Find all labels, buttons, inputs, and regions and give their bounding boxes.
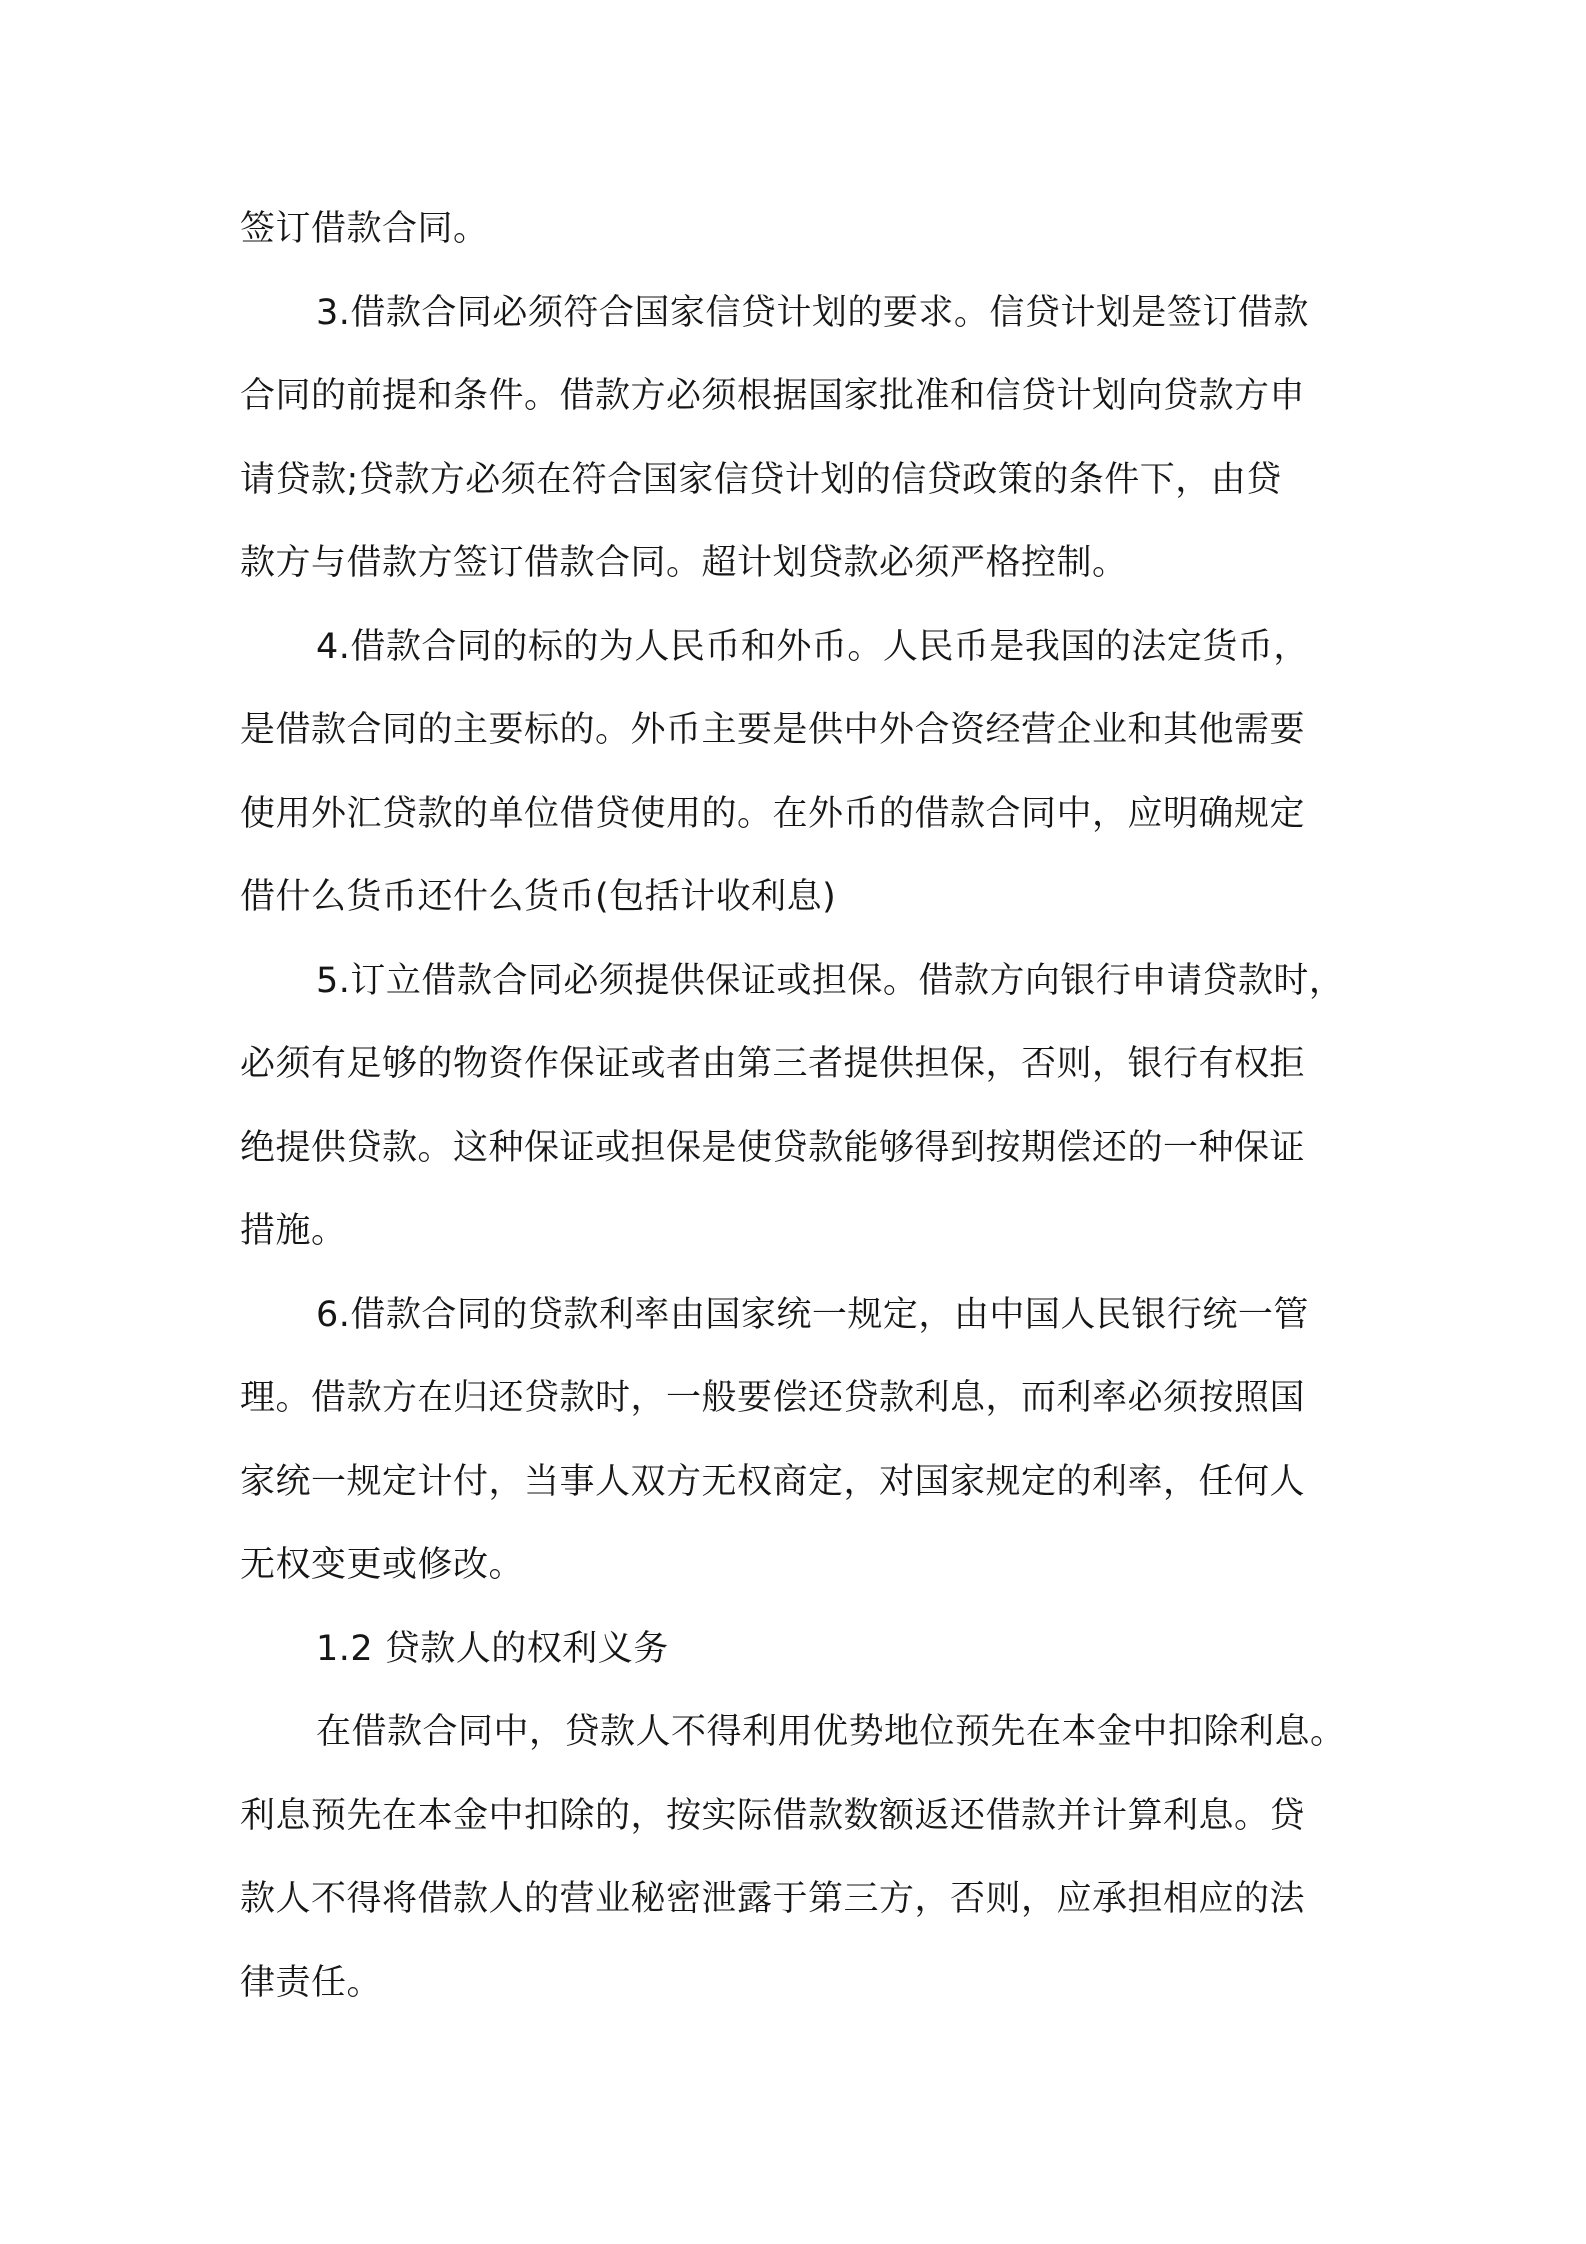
section-heading: 1.2 贷款人的权利义务 (316, 1628, 669, 1669)
text-line: 措施。 (240, 1211, 347, 1251)
text-line: 借什么货币还什么货币(包括计收利息) (240, 877, 837, 917)
text-line: 5.订立借款合同必须提供保证或担保。借款方向银行申请贷款时， (316, 960, 1345, 1001)
text-line: 在借款合同中，贷款人不得利用优势地位预先在本金中扣除利息。 (316, 1712, 1346, 1752)
document-body (240, 188, 1360, 2025)
text-line: 律责任。 (240, 1962, 383, 2003)
text-line: 4.借款合同的标的为人民币和外币。人民币是我国的法定货币， (316, 626, 1309, 667)
text-line: 是借款合同的主要标的。外币主要是供中外合资经营企业和其他需要 (240, 710, 1306, 750)
text-line: 请贷款;贷款方必须在符合国家信贷计划的信贷政策的条件下，由贷 (240, 459, 1282, 500)
text-line: 签订借款合同。 (240, 209, 489, 249)
text-line: 绝提供贷款。这种保证或担保是使贷款能够得到按期偿还的一种保证 (240, 1127, 1306, 1168)
text-line: 3.借款合同必须符合国家信贷计划的要求。信贷计划是签订借款 (316, 292, 1309, 333)
text-line: 利息预先在本金中扣除的，按实际借款数额返还借款并计算利息。贷 (240, 1795, 1306, 1836)
text-line: 款方与借款方签订借款合同。超计划贷款必须严格控制。 (240, 543, 1128, 583)
text-line: 无权变更或修改。 (240, 1545, 525, 1585)
text-line: 款人不得将借款人的营业秘密泄露于第三方，否则，应承担相应的法 (240, 1879, 1306, 1919)
text-line: 6.借款合同的贷款利率由国家统一规定，由中国人民银行统一管 (316, 1294, 1309, 1335)
text-line: 理。借款方在归还贷款时，一般要偿还贷款利息，而利率必须按照国 (240, 1378, 1306, 1418)
text-line: 必须有足够的物资作保证或者由第三者提供担保，否则，银行有权拒 (240, 1044, 1306, 1084)
text-line: 使用外汇贷款的单位借贷使用的。在外币的借款合同中，应明确规定 (240, 793, 1306, 834)
text-line: 合同的前提和条件。借款方必须根据国家批准和信贷计划向贷款方申 (240, 376, 1306, 416)
text-line: 家统一规定计付，当事人双方无权商定，对国家规定的利率，任何人 (240, 1461, 1306, 1502)
